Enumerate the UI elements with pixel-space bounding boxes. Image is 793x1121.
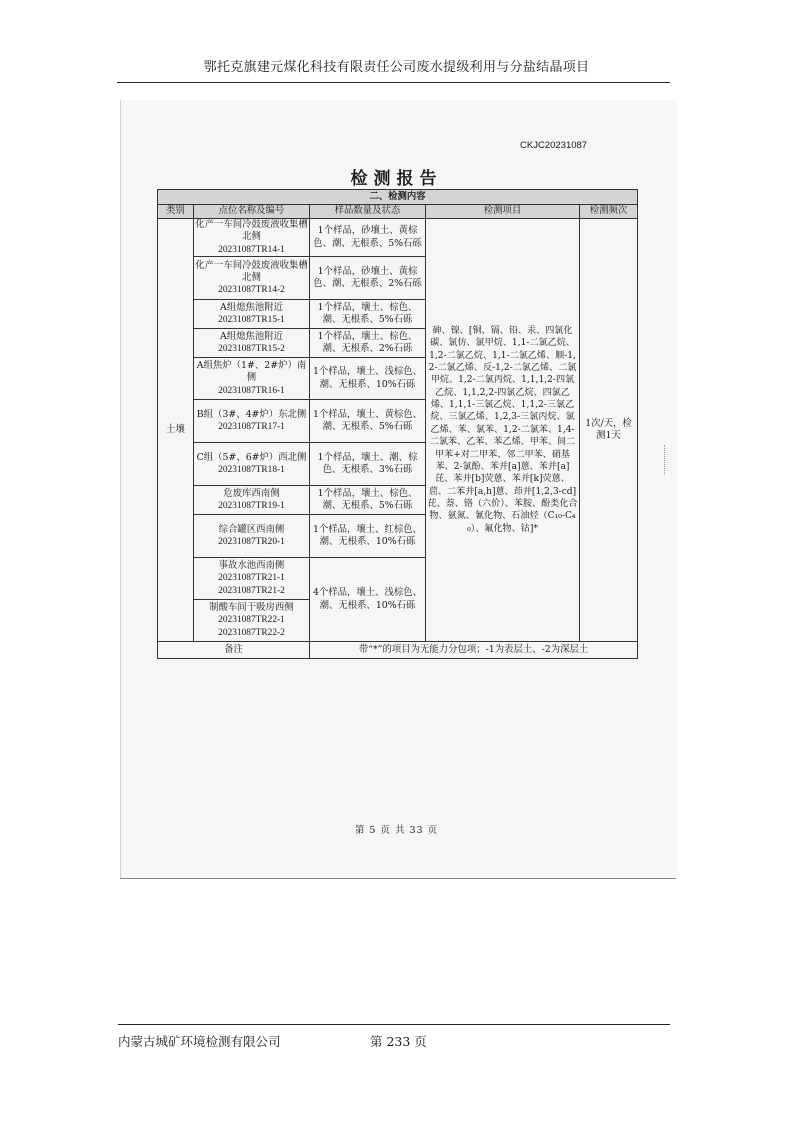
report-title: 检测报告 [350, 169, 443, 189]
point-name: A组焦炉（1#、2#炉）南侧 [196, 360, 307, 384]
sample-state-cell: 1个样品，壤土、红棕色、潮、无根系、10%石砾 [310, 515, 426, 558]
point-cell [194, 300, 310, 329]
column-header-category: 类别 [158, 205, 194, 219]
point-code: 20231087TR14-2 [218, 285, 285, 296]
footer-company: 内蒙古城矿环境检测有限公司 [118, 1034, 281, 1049]
point-name: A组熄焦池附近 [219, 330, 284, 342]
point-code: 20231087TR18-1 [218, 465, 285, 475]
point-cell [194, 400, 310, 443]
point-cell [194, 257, 310, 300]
point-cell [194, 443, 310, 486]
column-header-row [158, 205, 638, 219]
section-title: 二、检测内容 [158, 190, 638, 205]
point-name: 危废库西南侧 [223, 487, 280, 499]
section-header-row [158, 190, 638, 205]
sample-state-cell: 4个样品，壤土、浅棕色、潮、无根系、10%石砾 [310, 558, 426, 642]
point-name: 化产一车间冷鼓废液收集槽北侧 [195, 259, 308, 283]
point-name: A组熄焦池附近 [219, 301, 284, 313]
point-cell [194, 329, 310, 358]
sample-state-cell: 1个样品，壤土、潮、棕色、无根系、3%石砾 [310, 443, 426, 486]
point-name: B组（3#、4#炉）东北侧 [196, 408, 307, 420]
sample-state-cell: 1个样品，壤土、浅棕色、潮、无根系、10%石砾 [310, 358, 426, 400]
scan-bottom-edge [120, 878, 676, 879]
point-name: 综合罐区西南侧 [218, 523, 285, 535]
point-code: 20231087TR21-2 [218, 585, 285, 596]
point-code: 20231087TR19-1 [218, 501, 285, 511]
sample-state-cell: 1个样品，壤土、棕色、潮、无根系、2%石砾 [310, 329, 426, 358]
remark-row [158, 642, 638, 659]
sample-state-cell: 1个样品，砂壤土、黄棕色、潮、无根系、2%石砾 [310, 257, 426, 300]
point-cell [194, 600, 310, 642]
test-items-cell: 砷、镍、[铜、镉、铅、汞、四氯化碳、氯仿、氯甲烷、1,1-二氯乙烷、1,2-二氯乙烷、1,1-二氯乙烯、顺-1,2-二氯乙烯、反-1,2-二氯乙烯、二氯甲烷、1,2-二氯丙烷、1,1,1,2-四氯乙烷、1,1,2,2-四氯乙烷、四氯乙烯、1,1,1-三氯乙烷、1,1,2-三氯乙烷、三氯乙烯、1,2,3-三氯丙烷、氯乙烯、苯、氯苯、1,2-二氯苯、1,4-二氯苯、乙苯、苯乙烯、甲苯、间二甲苯+对二甲苯、邻二甲苯、硝基苯、2-氯酚、苯并[a]蒽、苯并[a]芘、苯并[b]荧蒽、苯并[k]荧蒽、䓛、二苯并[a,h]蒽、茚并[1,2,3-cd]芘、萘、铬（六价）、苯胺、酚类化合物、氨氮、氰化物、石油烃（C₁₀-C₄₀）、氟化物、钴]* [426, 219, 580, 642]
point-code: 20231087TR16-1 [218, 385, 285, 396]
sample-state-cell: 1个样品，砂壤土、黄棕色、潮、无根系、5%石砾 [310, 219, 426, 257]
point-code: 20231087TR21-1 [218, 573, 285, 584]
category-cell: 土壤 [158, 219, 194, 642]
point-cell [194, 515, 310, 558]
remark-label: 备注 [158, 642, 310, 659]
table-row [158, 219, 638, 257]
column-header-sample: 样品数量及状态 [310, 205, 426, 219]
remark-text: 带“*”的项目为无能力分包项；-1为表层土、-2为深层土 [310, 642, 638, 659]
point-code: 20231087TR20-1 [218, 537, 285, 547]
point-code: 20231087TR17-1 [218, 422, 285, 432]
sample-state-cell: 1个样品，壤土、棕色、潮、无根系、5%石砾 [310, 486, 426, 515]
report-number: CKJC20231087 [520, 140, 588, 151]
page-header-title: 鄂托克旗建元煤化科技有限责任公司废水提级利用与分盐结晶项目 [203, 60, 590, 75]
point-name: 制酸车间干吸房西侧 [209, 602, 294, 614]
point-cell [194, 358, 310, 400]
sample-state-cell: 1个样品，壤土、棕色、潮、无根系、5%石砾 [310, 300, 426, 329]
report-page-indicator: 第 5 页 共 33 页 [354, 825, 439, 836]
detection-content-table [157, 189, 638, 659]
column-header-frequency: 检测频次 [580, 205, 638, 219]
point-code: 20231087TR14-1 [218, 244, 285, 255]
point-code: 20231087TR22-2 [218, 627, 285, 638]
sample-state-cell: 1个样品，壤土、黄棕色、潮、无根系、5%石砾 [310, 400, 426, 443]
column-header-point: 点位名称及编号 [194, 205, 310, 219]
footer-rule [118, 1024, 670, 1025]
point-name: C组（5#、6#炉）西北侧 [196, 451, 307, 463]
frequency-cell: 1次/天，检测1天 [580, 219, 638, 642]
point-code: 20231087TR22-1 [218, 615, 285, 626]
footer-page-number: 第 233 页 [370, 1034, 427, 1049]
scan-margin-marks [664, 445, 669, 475]
point-code: 20231087TR15-2 [218, 344, 285, 354]
point-cell [194, 486, 310, 515]
header-rule [117, 82, 670, 83]
point-code: 20231087TR15-1 [218, 315, 285, 325]
point-cell [194, 558, 310, 600]
point-cell [194, 219, 310, 257]
point-name: 化产一车间冷鼓废液收集槽北侧 [195, 219, 308, 243]
column-header-items: 检测项目 [426, 205, 580, 219]
point-name: 事故水池西南侧 [218, 560, 285, 572]
